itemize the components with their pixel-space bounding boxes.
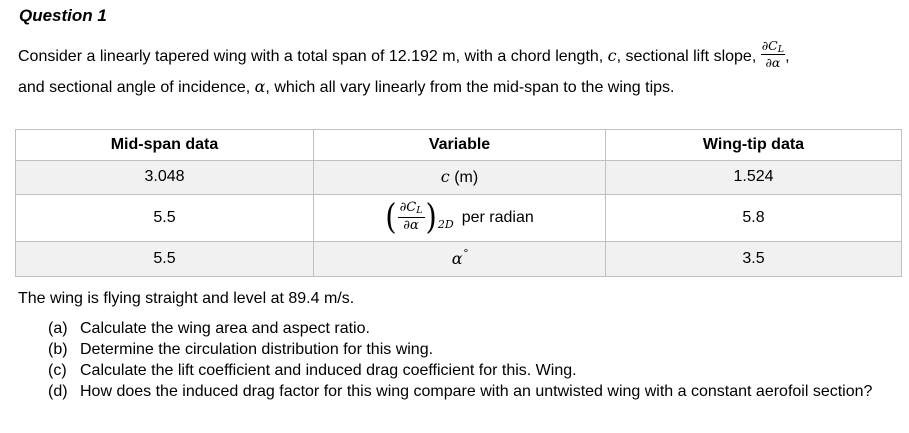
wing-tip-lift-slope-value: 5.8 (606, 194, 902, 241)
wing-tip-incidence-value: 3.5 (606, 241, 902, 276)
chord-unit: (m) (449, 169, 479, 187)
lift-slope-fraction (398, 201, 425, 234)
intro-text-segment-3: , (785, 48, 790, 66)
intro-text-segment-5: , which all vary linearly from the mid-span to the wing tips. (265, 78, 675, 96)
fraction-numerator (761, 39, 785, 55)
question-label: (d) (48, 382, 68, 400)
fraction-numerator-subscript: L (777, 44, 785, 55)
two-d-subscript: 2D (437, 218, 454, 232)
variable-lift-slope-cell (314, 194, 606, 241)
lift-slope-fraction (761, 39, 785, 71)
table-row-chord (16, 160, 902, 194)
fraction-numerator-subscript: L (416, 205, 423, 217)
question-text: Calculate the lift coefficient and induced drag coefficient for this. Wing. (80, 361, 577, 379)
table-header-row (16, 129, 902, 160)
wing-tip-chord-value: 1.524 (606, 160, 902, 194)
table-row-incidence (16, 241, 902, 276)
question-item-d (48, 381, 895, 402)
intro-text-segment-4: and sectional angle of incidence, (18, 78, 255, 96)
alpha-symbol: α (254, 76, 266, 96)
question-label: (c) (48, 361, 67, 379)
chord-symbol: c (607, 46, 617, 66)
variable-chord-cell (314, 160, 606, 194)
degree-symbol: ° (463, 245, 469, 260)
question-text: How does the induced drag factor for this wing compare with an untwisted wing with a constant aerofoil section? (80, 382, 873, 400)
wing-data-table (15, 129, 902, 277)
question-item-c (48, 360, 895, 381)
column-header-wing-tip: Wing-tip data (606, 129, 902, 160)
column-header-variable: Variable (314, 129, 606, 160)
question-title: Question 1 (19, 6, 107, 25)
intro-paragraph (18, 38, 895, 102)
question-label: (b) (48, 340, 68, 358)
column-header-mid-span: Mid-span data (16, 129, 314, 160)
lift-slope-expression (385, 197, 534, 238)
fraction-numerator-main: ∂C (761, 38, 778, 53)
question-label: (a) (48, 319, 68, 337)
per-radian-label: per radian (461, 208, 534, 226)
question-text: Calculate the wing area and aspect ratio. (80, 319, 370, 337)
left-parenthesis: ( (385, 197, 397, 238)
question-item-a (48, 318, 895, 339)
alpha-symbol: α (451, 248, 463, 268)
fraction-numerator-main: ∂C (399, 200, 417, 216)
question-text: Determine the circulation distribution for this wing. (80, 340, 434, 358)
flight-note: The wing is flying straight and level at 89.4 m/s. (18, 289, 355, 307)
mid-span-incidence-value: 5.5 (16, 241, 314, 276)
fraction-denominator: ∂α (403, 218, 419, 234)
chord-symbol: c (440, 167, 450, 187)
right-parenthesis: ) (425, 197, 437, 238)
intro-text-segment-2: , sectional lift slope, (616, 48, 761, 66)
intro-text-segment-1: Consider a linearly tapered wing with a total span of 12.192 m, with a chord length, (18, 48, 608, 66)
mid-span-lift-slope-value: 5.5 (16, 194, 314, 241)
table-row-lift-slope (16, 194, 902, 241)
question-item-b (48, 339, 895, 360)
fraction-denominator: ∂α (765, 55, 781, 71)
fraction-numerator (398, 201, 425, 218)
mid-span-chord-value: 3.048 (16, 160, 314, 194)
variable-incidence-cell (314, 241, 606, 276)
question-list (48, 318, 895, 402)
